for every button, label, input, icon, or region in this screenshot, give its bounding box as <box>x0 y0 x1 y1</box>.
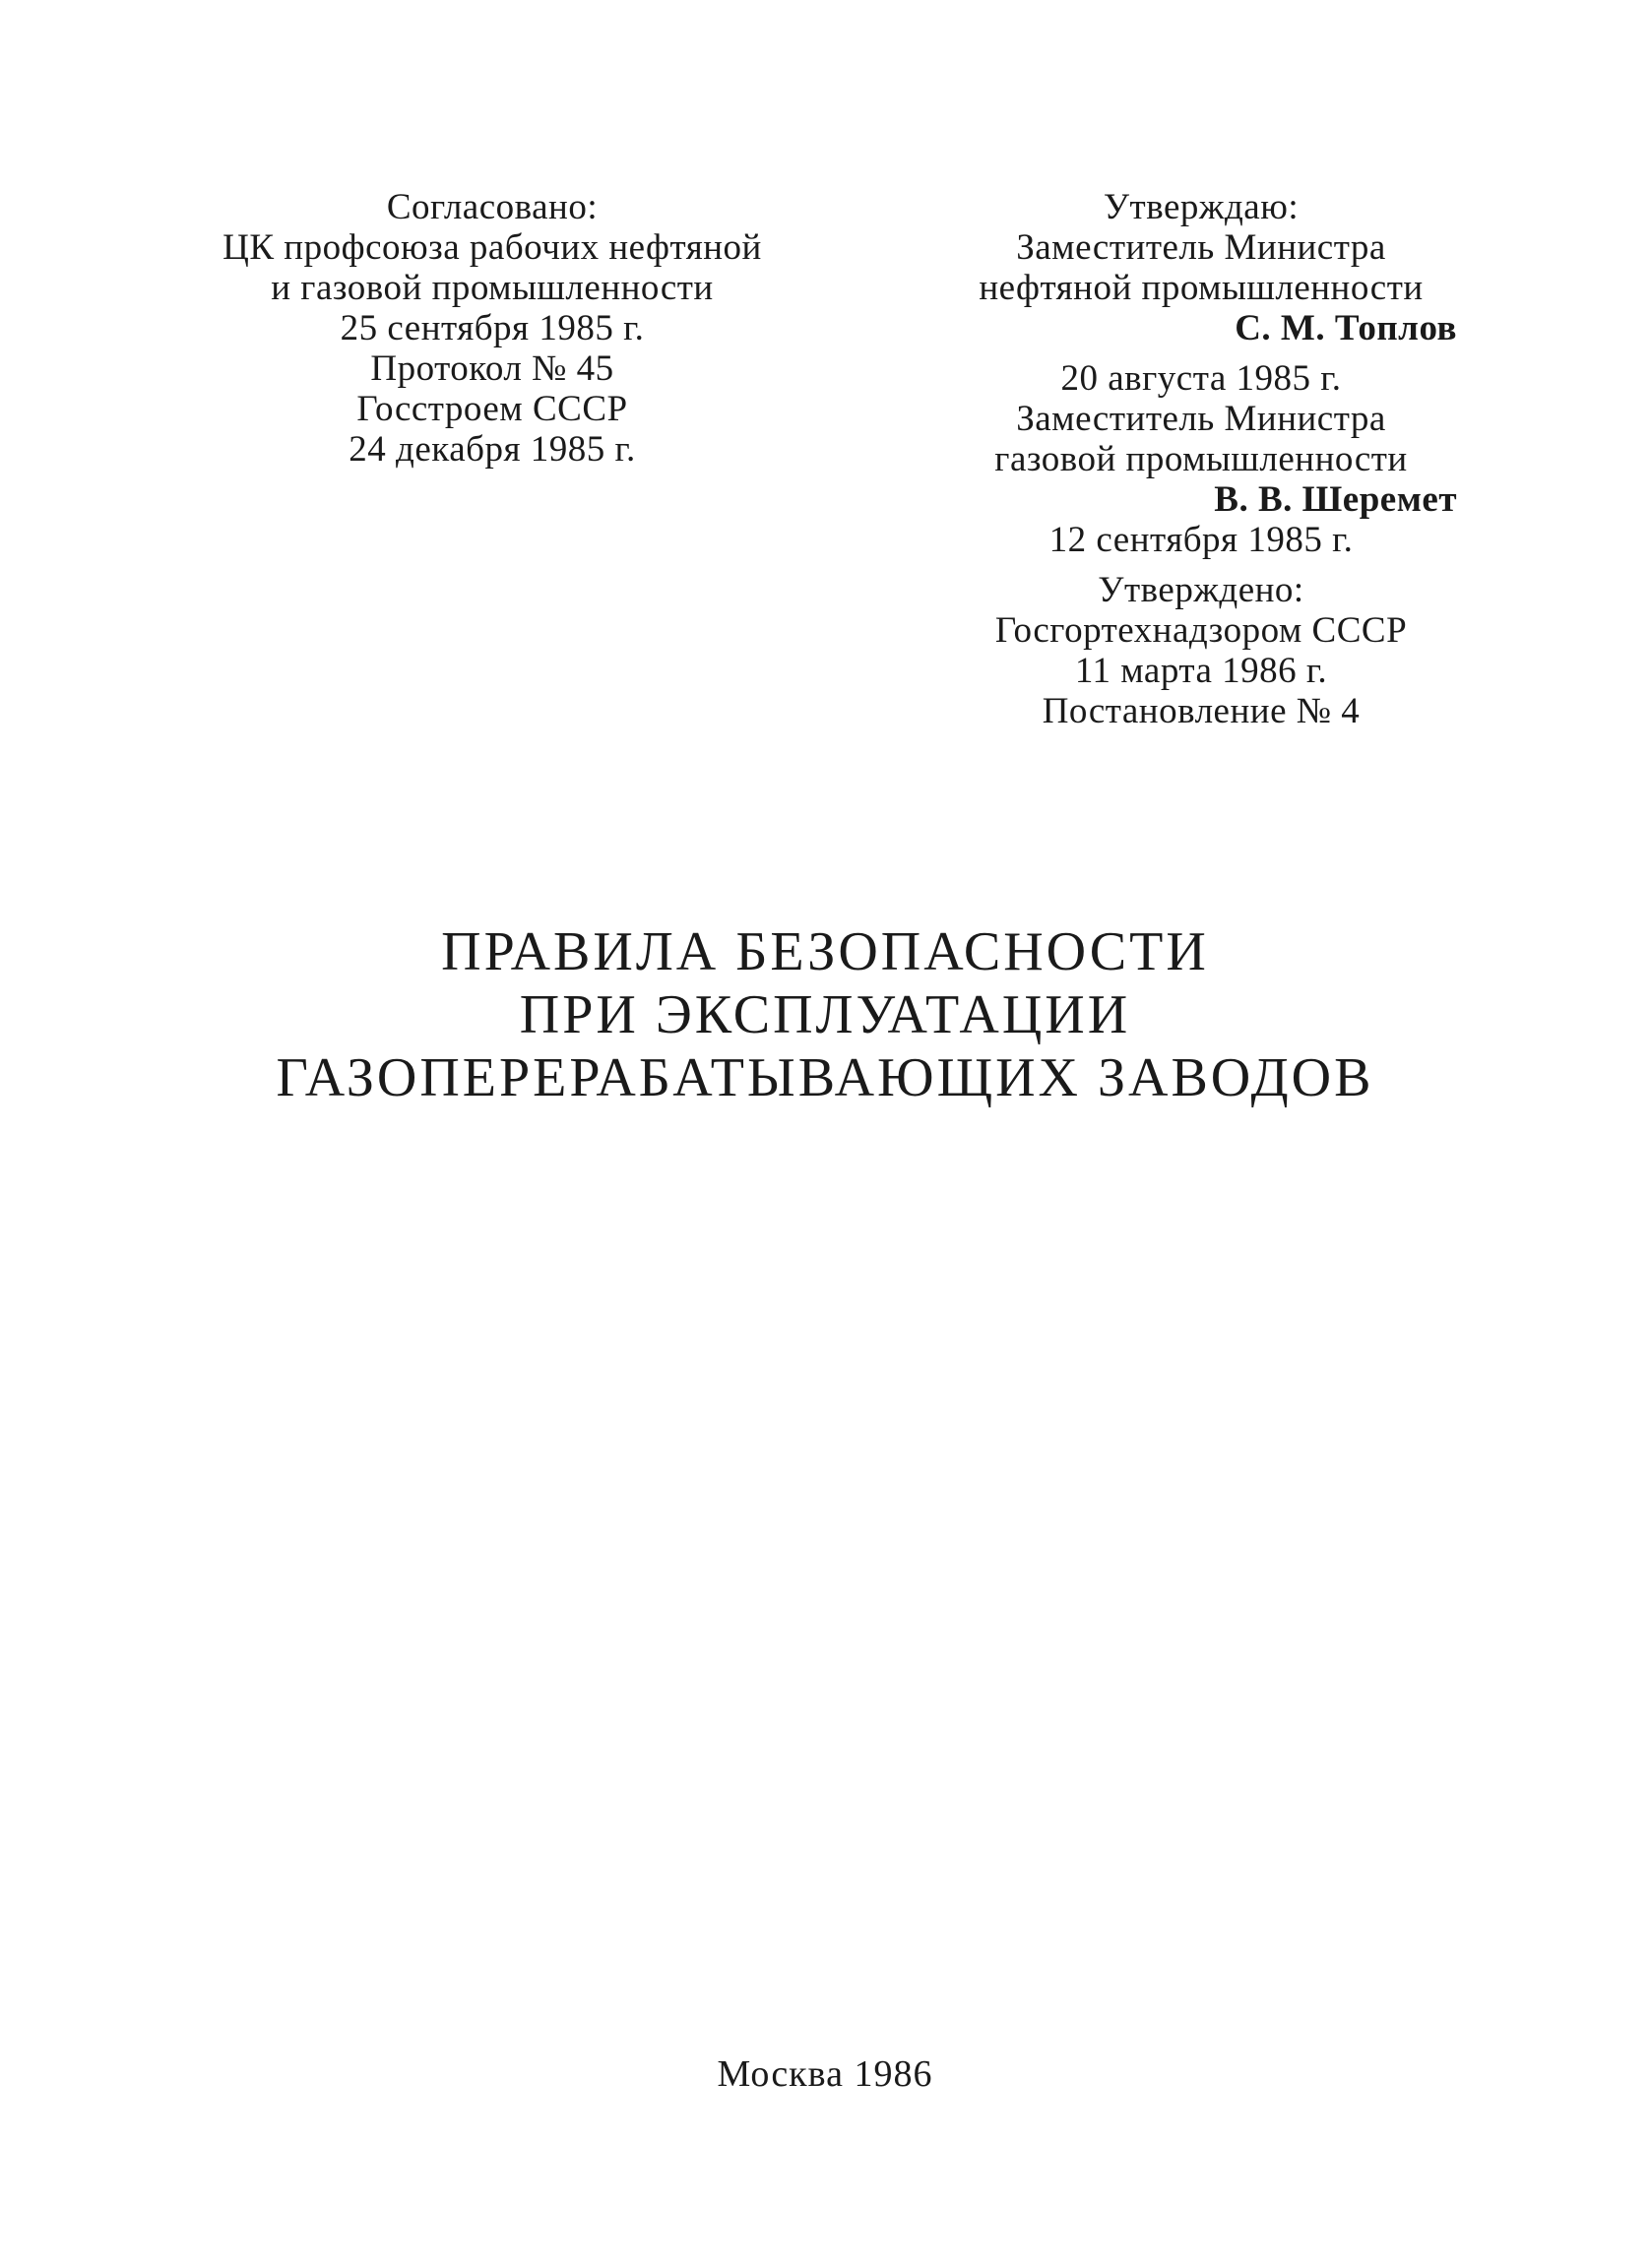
approved-date: 11 марта 1986 г. <box>1074 651 1328 691</box>
agreed-header: Согласовано: <box>386 187 599 227</box>
deputy1-date: 20 августа 1985 г. <box>1060 358 1342 399</box>
imprint-place-year: Москва 1986 <box>717 2053 933 2095</box>
agreed-union-line1: ЦК профсоюза рабочих нефтяной <box>222 227 762 268</box>
resolution-number: Постановление № 4 <box>1042 691 1361 731</box>
title-line-2: ПРИ ЭКСПЛУАТАЦИИ <box>519 984 1131 1045</box>
deputy1-title-line1: Заместитель Министра <box>1016 227 1386 268</box>
approve-header: Утверждаю: <box>1103 187 1300 227</box>
title-line-1: ПРАВИЛА БЕЗОПАСНОСТИ <box>441 921 1209 982</box>
agreed-union-date: 25 сентября 1985 г. <box>340 308 645 348</box>
agreed-gosstroy-date: 24 декабря 1985 г. <box>349 429 636 470</box>
agreed-block <box>187 187 797 470</box>
approved-body: Госгортехнадзором СССР <box>994 610 1408 651</box>
agreed-gosstroy: Госстроем СССР <box>356 389 628 429</box>
deputy2-title-line1: Заместитель Министра <box>1016 399 1386 439</box>
deputy2-date: 12 сентября 1985 г. <box>1048 520 1354 560</box>
deputy1-name: С. М. Топлов <box>1235 308 1457 348</box>
deputy2-title-line2: газовой промышленности <box>994 439 1408 479</box>
agreed-protocol: Протокол № 45 <box>370 348 614 389</box>
deputy1-title-line2: нефтяной промышленности <box>979 268 1424 308</box>
title-line-3: ГАЗОПЕРЕРАБАТЫВАЮЩИХ ЗАВОДОВ <box>276 1047 1374 1108</box>
approve-block <box>945 187 1457 731</box>
agreed-union-line2: и газовой промышленности <box>271 268 714 308</box>
document-title <box>0 920 1650 1109</box>
deputy2-name: В. В. Шеремет <box>1214 479 1457 520</box>
approved-header: Утверждено: <box>1098 570 1304 610</box>
